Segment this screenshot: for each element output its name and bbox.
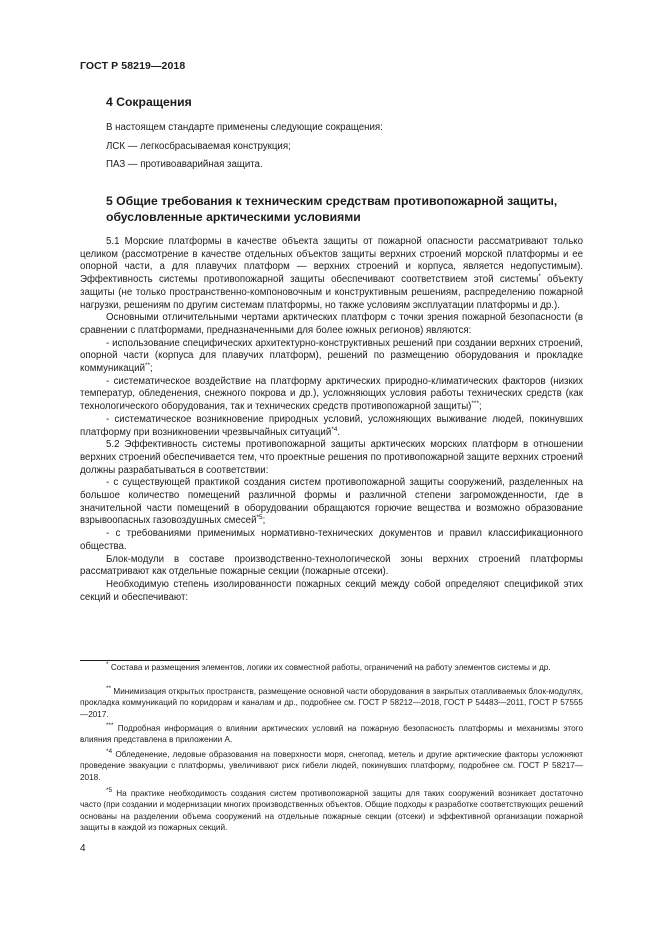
bullet-text: - систематическое воздействие на платформу арктических природно-климатических факторов (низких температур, обледенения, снежного покрова и др.), усложняющих условия работы технических средств (как технологического оборудования, так и технических средств противопожарной защиты) bbox=[80, 375, 583, 413]
paragraph: Блок-модули в составе производственно-технологической зоны верхних строений платформы рассматривают как отдельные пожарные секции (пожарные отсеки). bbox=[80, 553, 583, 578]
footnote-2 bbox=[80, 686, 583, 720]
footnote-ref[interactable]: ** bbox=[144, 362, 151, 370]
footnote-text: Минимизация открытых пространств, размещение основной части оборудования в закрытых отапливаемых блок-модулях, прокладка коммуникаций по коридорам и каналам и др., подробнее см. ГОСТ Р 58212—2018, ГОСТ Р 54483—2011, ГОСТ Р 57555—2017. bbox=[80, 687, 584, 719]
bullet-item bbox=[80, 338, 583, 376]
footnote-divider bbox=[80, 660, 200, 661]
section-5-title-line: обусловленные арктическими условиями bbox=[106, 210, 361, 224]
section-5-title-line: 5 Общие требования к техническим средствам противопожарной защиты, bbox=[106, 194, 558, 208]
abbreviation-item: ЛСК — легкосбрасываемая конструкция; bbox=[106, 141, 291, 152]
punctuation: ; bbox=[150, 363, 153, 375]
footnote-mark: *4 bbox=[106, 748, 113, 755]
paragraph-5-2: 5.2 Эффективность системы противопожарной защиты арктических морских платформ в отношении верхних строений обеспечивается тем, что проектные решения по противопожарной защите верхних строений должны разрабатываться в соответствии: bbox=[80, 439, 583, 476]
footnote-ref[interactable]: *4 bbox=[331, 425, 338, 433]
page-number: 4 bbox=[80, 843, 86, 854]
paragraph-text: 5.1 Морские платформы в качестве объекта защиты от пожарной опасности рассматривают только целиком (рассмотрение в качестве отдельных объектов защиты верхних строений морской платформы и ее опорной части, а для плавучих платформ — верхних строений и корпуса, является недопустимым). Эффективность системы противопожарной защиты обеспечивают соответствием этой системы bbox=[80, 236, 583, 286]
section-5-title bbox=[106, 193, 557, 225]
footnote-text: Состава и размещения элементов, логики их совместной работы, ограничений на работу элементов системы и др. bbox=[110, 663, 551, 672]
bullet-text: - с существующей практикой создания систем противопожарной защиты сооружений, разделенных на большое количество помещений различной формы и различной степени загроможденности, где в значительной части помещений в оборудовании обращаются горючие вещества и возможно образование взрывоопасных газовоздушных смесей bbox=[80, 477, 583, 527]
section-5-body bbox=[80, 236, 583, 604]
bullet-item bbox=[80, 376, 583, 414]
footnote-mark: * bbox=[106, 661, 109, 668]
footnote-4 bbox=[80, 749, 583, 783]
footnote-1 bbox=[80, 662, 583, 673]
footnote-mark: *5 bbox=[106, 787, 113, 794]
punctuation: ; bbox=[479, 401, 482, 413]
footnote-ref[interactable]: *5 bbox=[256, 514, 263, 522]
footnote-3 bbox=[80, 723, 583, 746]
footnote-5 bbox=[80, 788, 583, 833]
section-4-title: 4 Сокращения bbox=[106, 95, 192, 109]
bullet-item bbox=[80, 477, 583, 528]
punctuation: . bbox=[337, 426, 341, 438]
footnote-text: Подробная информация о влиянии арктических условий на пожарную безопасность платформы и механизмы этого влияния представлена в приложении А. bbox=[80, 724, 584, 745]
paragraph: Основными отличительными чертами арктических платформ с точки зрения пожарной безопасности (в сравнении с платформами, предназначенными для более южных регионов) являются: bbox=[80, 312, 583, 336]
footnote-text: На практике необходимость создания систем противопожарной защиты для таких сооружений возникает достаточно часто (при создании и модернизации многих производственных объектов. Общие подходы к разработке соответствующих решений основаны на разделении объема сооружений на отдельные пожарные секции (отсеки) и эффективной организации пожарной защиты в каждой из пожарных секций. bbox=[80, 789, 584, 832]
bullet-item: - с требованиями применимых нормативно-технических документов и правил классификационного общества. bbox=[80, 528, 583, 552]
paragraph: Необходимую степень изолированности пожарных секций между собой определяют спецификой этих секций и обеспечивают: bbox=[80, 578, 583, 603]
footnote-mark: ** bbox=[106, 685, 112, 692]
abbreviation-item: ПАЗ — противоаварийная защита. bbox=[106, 159, 263, 170]
punctuation: ; bbox=[262, 515, 266, 527]
footnote-mark: *** bbox=[106, 722, 114, 729]
footnote-text: Обледенение, ледовые образования на поверхности моря, снегопад, метель и другие арктические факторы усложняют проведение эвакуации с платформы, увеличивают риск гибели людей, покинувших платформу, подробнее см. ГОСТ Р 58217—2018. bbox=[80, 750, 583, 782]
footnote-ref[interactable]: * bbox=[538, 273, 541, 281]
paragraph-5-1 bbox=[80, 236, 583, 312]
bullet-text: - использование специфических архитектурно-конструктивных решений при создании верхних строений, опорной части (корпуса для плавучих платформ), решений по размещению оборудования и прокладке коммуникаций bbox=[80, 337, 583, 375]
document-header: ГОСТ Р 58219—2018 bbox=[80, 60, 186, 72]
bullet-text: - систематическое возникновение природных условий, усложняющих выживание людей, покинувших платформу при возникновении чрезвычайных ситуаций bbox=[80, 413, 583, 438]
footnote-ref[interactable]: *** bbox=[471, 400, 479, 408]
paragraph-text: объекту защиты (не только пространственно-компоновочным и конструктивным решениям, распределению пожарной нагрузки, решениям по другим системам платформы, но также условиям эксплуатации платформы и др.). bbox=[80, 274, 583, 311]
section-4-intro: В настоящем стандарте применены следующие сокращения: bbox=[106, 122, 383, 133]
bullet-item bbox=[80, 414, 583, 439]
